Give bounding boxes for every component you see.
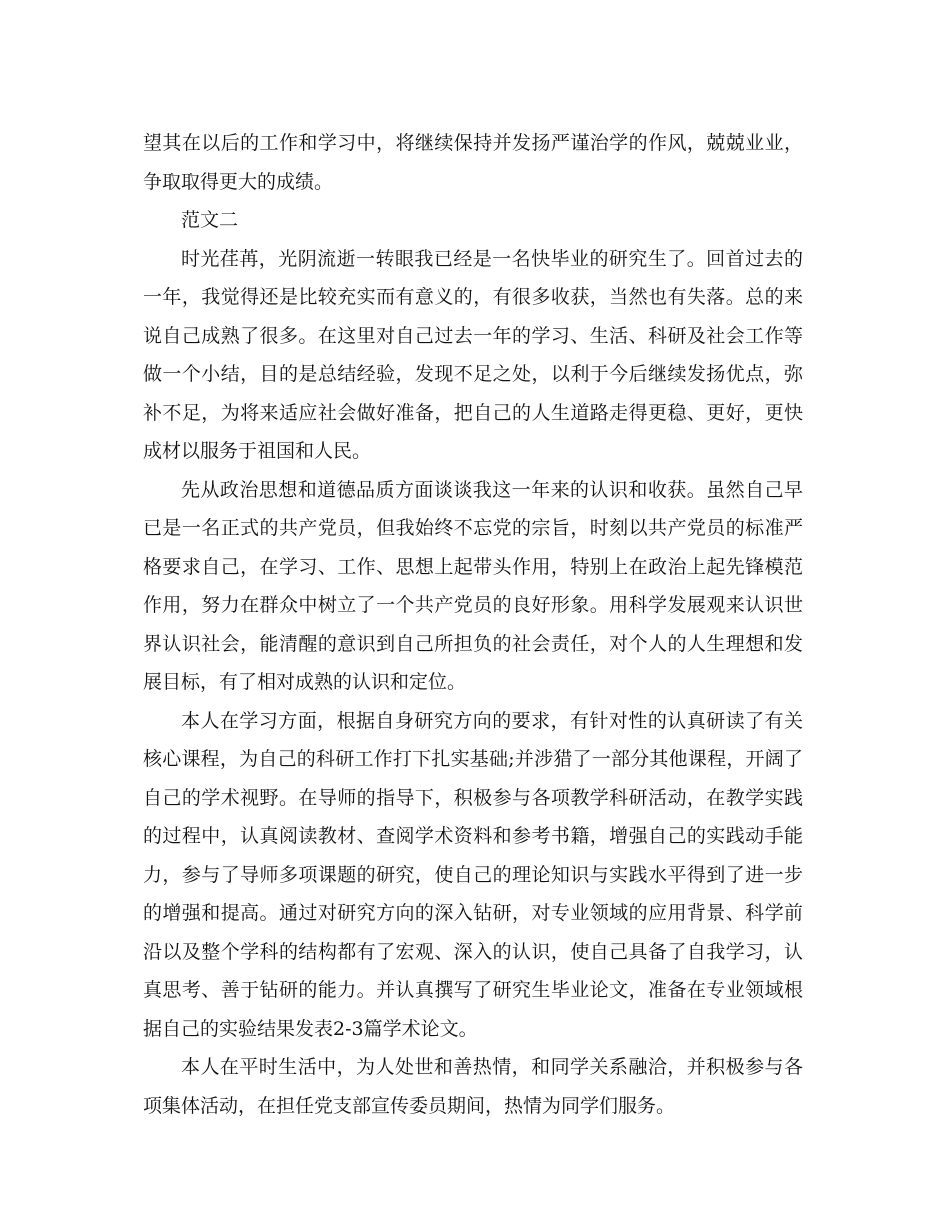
paragraph-study: 本人在学习方面，根据自身研究方向的要求，有针对性的认真研读了有关核心课程，为自己的科研工作打下扎实基础;并涉猎了一部分其他课程，开阔了自己的学术视野。在导师的指导下，积极参与各项教学科研活动，在教学实践的过程中，认真阅读教材、查阅学术资料和参考书籍，增强自己的实践动手能力，参与了导师多项课题的研究，使自己的理论知识与实践水平得到了进一步的增强和提高。通过对研究方向的深入钻研，对专业领域的应用背景、科学前沿以及整个学科的结构都有了宏观、深入的认识，使自己具备了自我学习，认真思考、善于钻研的能力。并认真撰写了研究生毕业论文，准备在专业领域根据自己的实验结果发表2-3篇学术论文。	[143, 709, 803, 1040]
paragraph-intro: 时光荏苒，光阴流逝一转眼我已经是一名快毕业的研究生了。回首过去的一年，我觉得还是比较充实而有意义的，有很多收获，当然也有失落。总的来说自己成熟了很多。在这里对自己过去一年的学习、生活、科研及社会工作等做一个小结，目的是总结经验，发现不足之处，以利于今后继续发扬优点，弥补不足，为将来适应社会做好准备，把自己的人生道路走得更稳、更好，更快成材以服务于祖国和人民。	[143, 247, 803, 462]
document-body	[143, 124, 803, 1125]
paragraph-daily-life: 本人在平时生活中，为人处世和善热情，和同学关系融洽，并积极参与各项集体活动，在担任党支部宣传委员期间，热情为同学们服务。	[143, 1056, 803, 1117]
section-heading-fanwen-er: 范文二	[181, 209, 239, 231]
paragraph-political-thought: 先从政治思想和道德品质方面谈谈我这一年来的认识和收获。虽然自己早已是一名正式的共产党员，但我始终不忘党的宗旨，时刻以共产党员的标准严格要求自己，在学习、工作、思想上起带头作用，特别上在政治上起先锋模范作用，努力在群众中树立了一个共产党员的良好形象。用科学发展观来认识世界认识社会，能清醒的意识到自己所担负的社会责任，对个人的人生理想和发展目标，有了相对成熟的认识和定位。	[143, 478, 803, 693]
paragraph-continuation: 望其在以后的工作和学习中，将继续保持并发扬严谨治学的作风，兢兢业业，争取取得更大的成绩。	[143, 132, 803, 193]
